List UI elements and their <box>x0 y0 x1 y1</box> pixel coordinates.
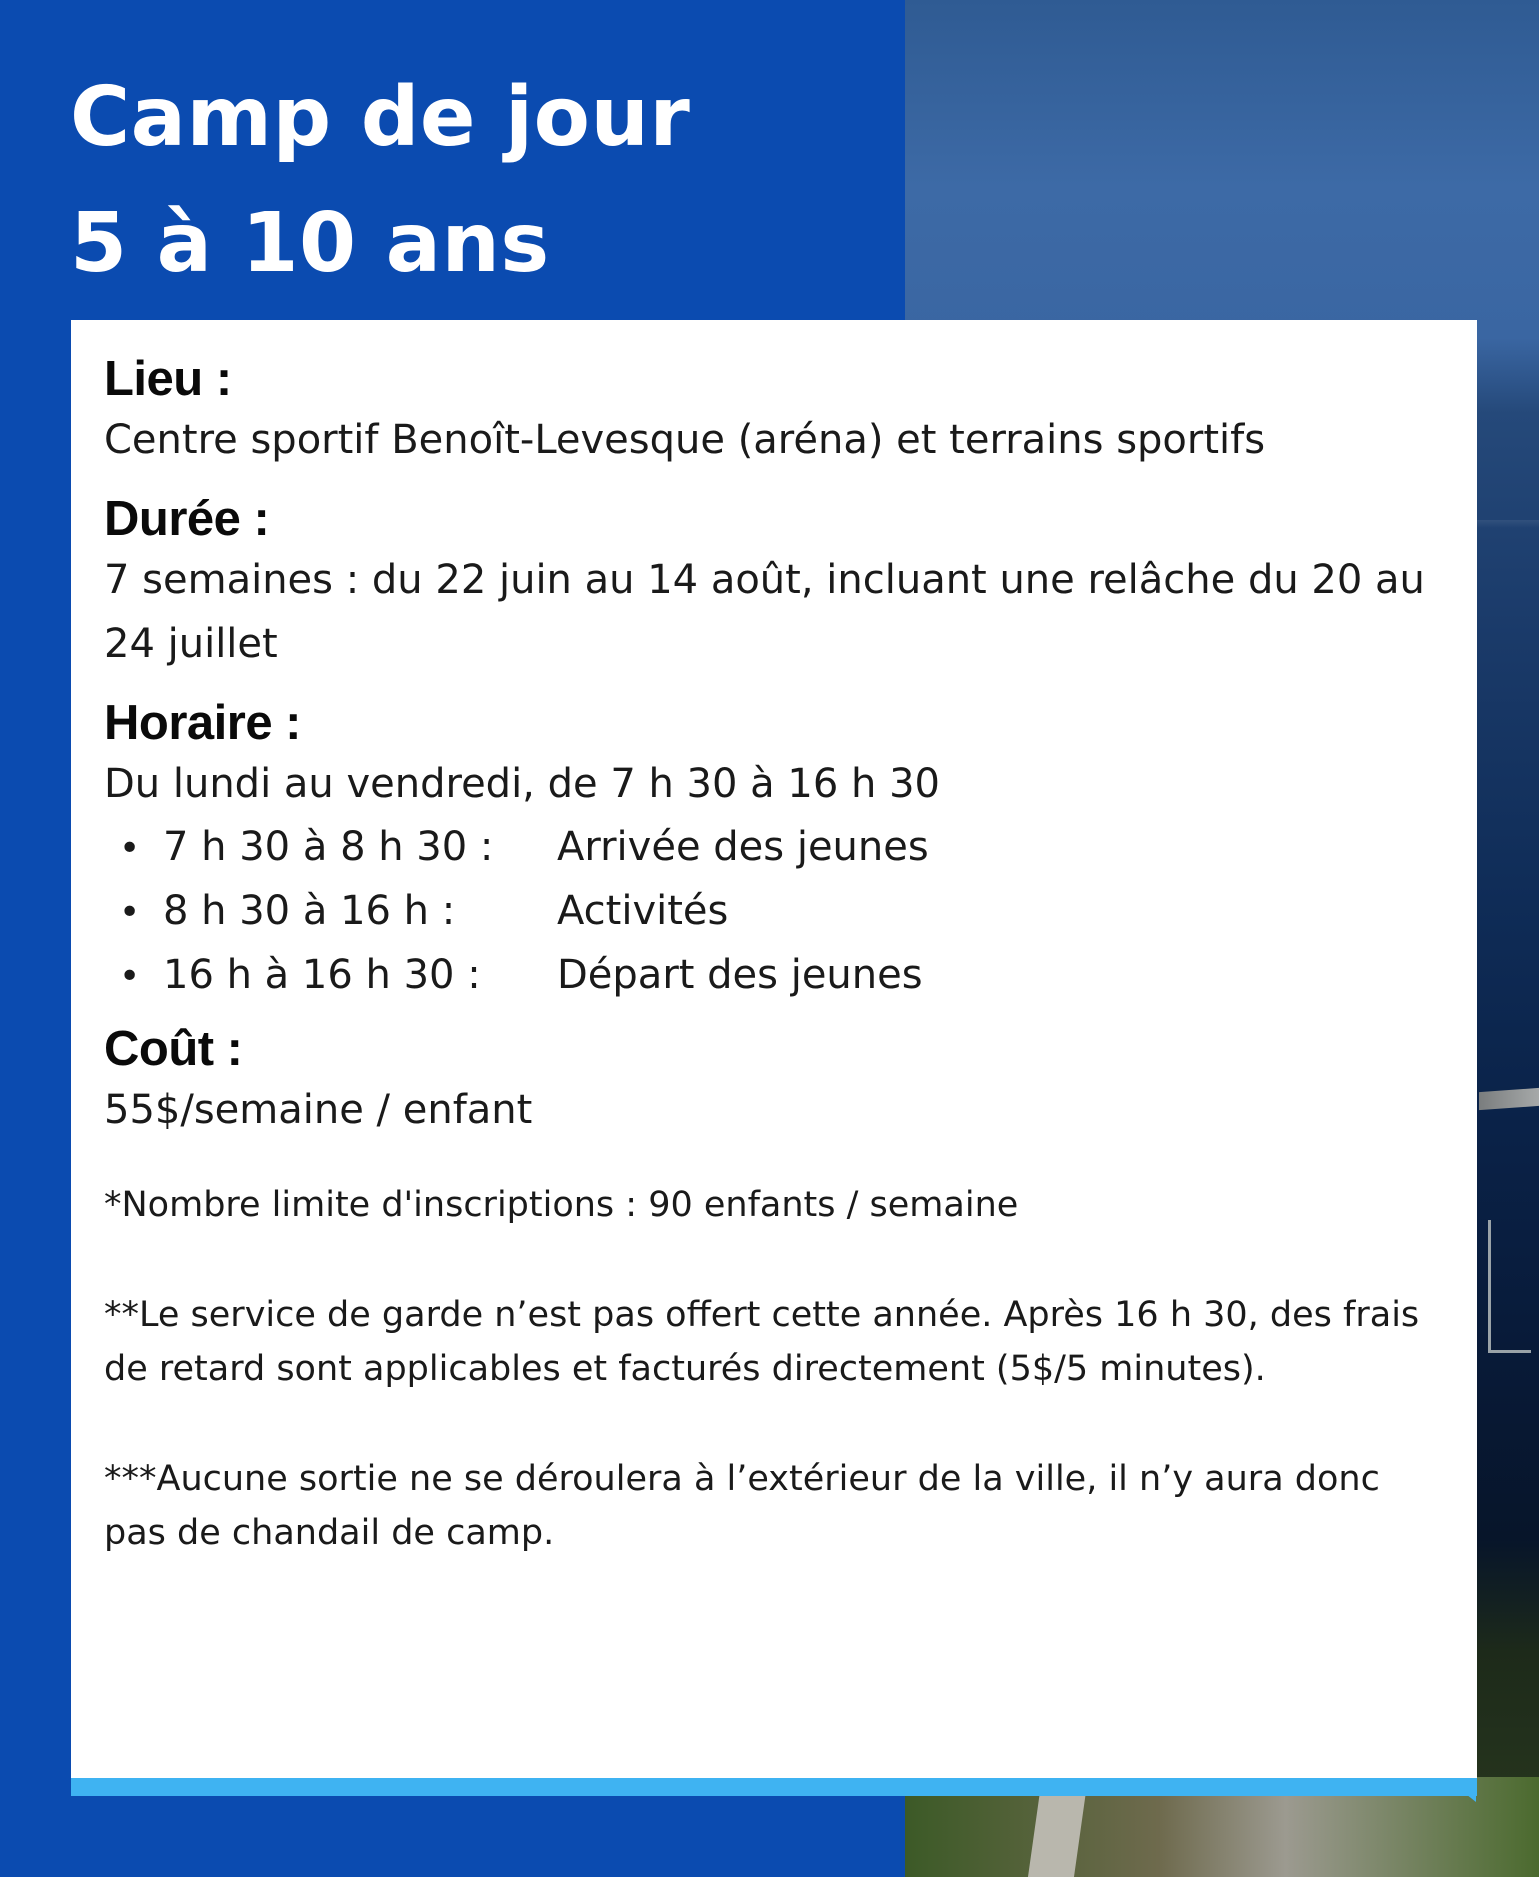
cout-text: 55$/semaine / enfant <box>104 1087 533 1133</box>
jetty <box>1479 1088 1539 1110</box>
bullet-icon <box>119 944 163 1008</box>
title-line-2: 5 à 10 ans <box>70 196 550 291</box>
section-lieu <box>104 350 1441 472</box>
schedule-item <box>119 944 1441 1008</box>
schedule-item <box>119 816 1441 880</box>
page-title <box>70 55 690 307</box>
bullet-icon <box>119 816 163 880</box>
horaire-text: Du lundi au vendredi, de 7 h 30 à 16 h 30 <box>104 761 940 807</box>
duree-text: 7 semaines : du 22 juin au 14 août, incluant une relâche du 20 au 24 juillet <box>104 557 1425 667</box>
lieu-heading: Lieu : <box>104 352 232 406</box>
info-card <box>71 320 1477 1778</box>
lieu-text: Centre sportif Benoît-Levesque (aréna) et terrains sportifs <box>104 417 1266 463</box>
section-duree <box>104 490 1441 676</box>
schedule-activity: Arrivée des jeunes <box>557 824 929 870</box>
schedule-time: 7 h 30 à 8 h 30 : <box>163 824 494 870</box>
note-2: **Le service de garde n’est pas offert cette année. Après 16 h 30, des frais de retard sont applicables et facturés directement (5$/5 minutes). <box>104 1295 1420 1389</box>
schedule-list <box>104 816 1441 1008</box>
dock <box>1488 1220 1531 1353</box>
section-horaire <box>104 694 1441 1008</box>
note-3: ***Aucune sortie ne se déroulera à l’extérieur de la ville, il n’y aura donc pas de chandail de camp. <box>104 1459 1380 1553</box>
schedule-time: 8 h 30 à 16 h : <box>163 888 456 934</box>
schedule-time: 16 h à 16 h 30 : <box>163 952 481 998</box>
cout-heading: Coût : <box>104 1022 243 1076</box>
section-cout <box>104 1020 1441 1142</box>
title-line-1: Camp de jour <box>70 70 691 165</box>
schedule-activity: Départ des jeunes <box>557 952 923 998</box>
notes <box>104 1178 1441 1560</box>
schedule-activity: Activités <box>557 888 729 934</box>
note-1: *Nombre limite d'inscriptions : 90 enfants / semaine <box>104 1185 1019 1225</box>
horaire-heading: Horaire : <box>104 696 302 750</box>
schedule-item <box>119 880 1441 944</box>
bullet-icon <box>119 880 163 944</box>
duree-heading: Durée : <box>104 492 270 546</box>
